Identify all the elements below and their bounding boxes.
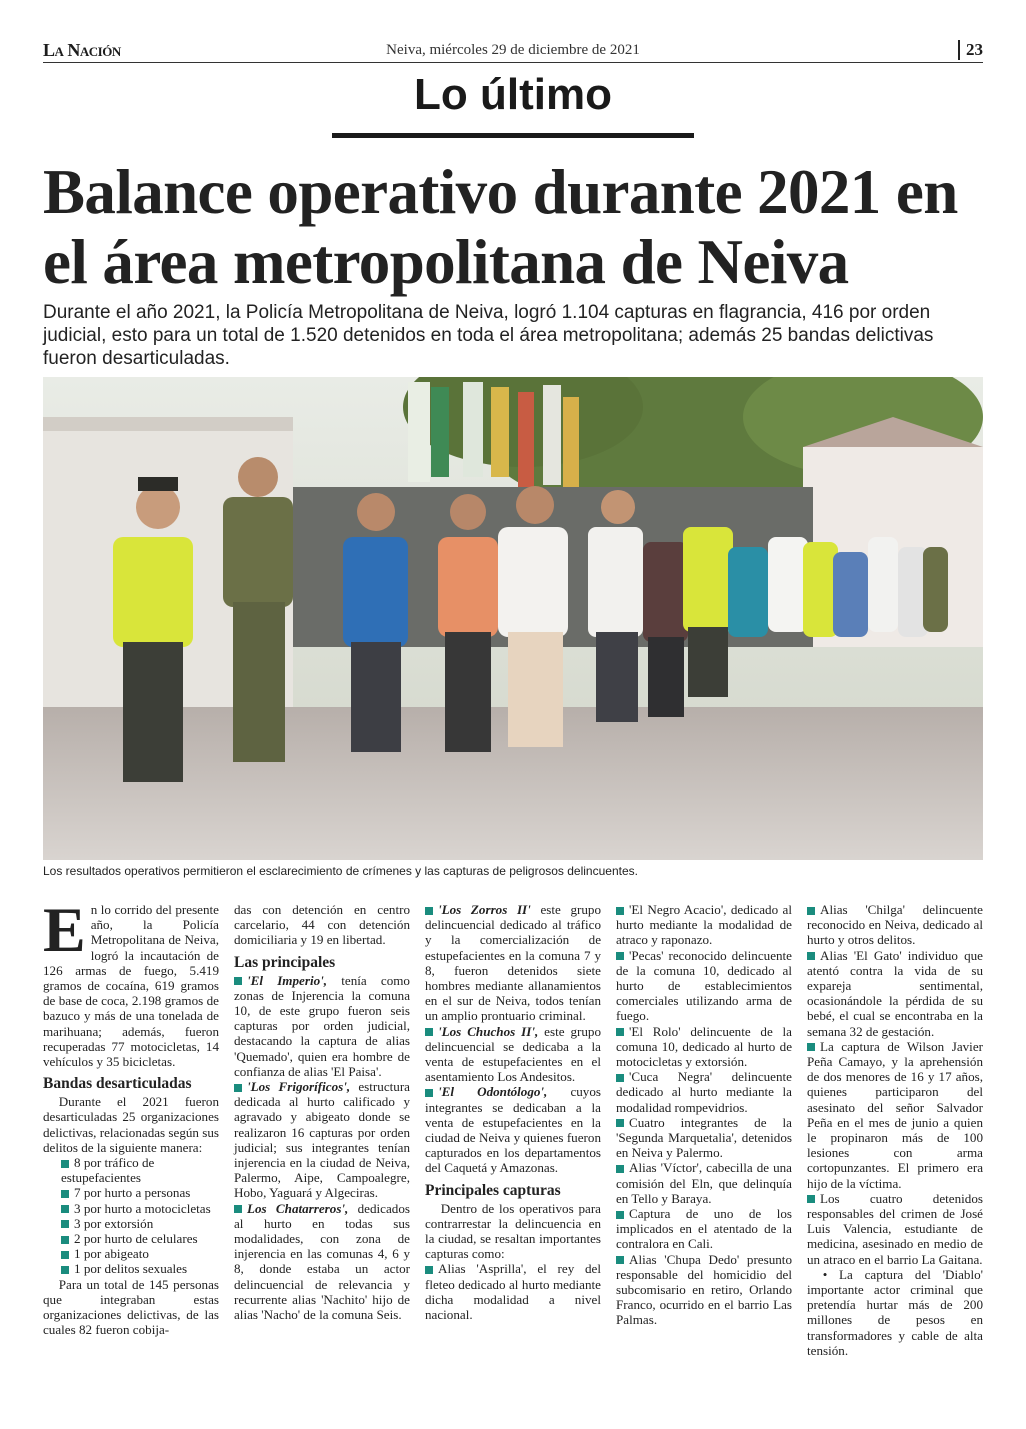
- gang-item: 'El Odontólogo', cuyos integrantes se dedicaban a la venta de estupefacientes en la ciudad de Neiva y quienes fueron capturados en los departamentos del Caquetá y Amazonas.: [425, 1084, 601, 1176]
- square-bullet-icon: [61, 1220, 69, 1228]
- paragraph: das con detención en centro carcelario, 44 con detención domiciliaria y 19 en libertad.: [234, 902, 410, 948]
- drop-cap: E: [43, 894, 86, 965]
- gang-item: 'Los Zorros II' este grupo delincuencial dedicado al tráfico y la comercialización de estupefacientes en la comuna 7 y 8, fueron detenidos siete hombres mediante allanamientos en el sur de Neiva, todos tenían un amplio prontuario criminal.: [425, 902, 601, 1024]
- capture-item: Alias 'El Gato' individuo que atentó contra la vida de su expareja sentimental, ocasionándole la pérdida de su bebé, el cual se encontraba en la semana 32 de gestación.: [807, 947, 983, 1039]
- paragraph: Dentro de los operativos para contrarrestar la delincuencia en la ciudad, se resaltan importantes capturas como:: [425, 1200, 601, 1262]
- list-item: 8 por tráfico de estupefacientes: [61, 1155, 155, 1186]
- square-bullet-icon: [234, 977, 242, 985]
- square-bullet-icon: [616, 1119, 624, 1127]
- section-rule: [332, 133, 694, 138]
- capture-item: Captura de uno de los implicados en el atentado de la contralora en Cali.: [616, 1206, 792, 1252]
- square-bullet-icon: [807, 1043, 815, 1051]
- list-item: 1 por delitos sexuales: [43, 1261, 219, 1276]
- square-bullet-icon: [807, 907, 815, 915]
- news-photo: [43, 377, 983, 860]
- square-bullet-icon: [61, 1266, 69, 1274]
- capture-item: 'Pecas' reconocido delincuente de la comuna 10, dedicado al hurto de establecimientos comerciales utilizando arma de fuego.: [616, 947, 792, 1024]
- square-bullet-icon: [425, 1089, 433, 1097]
- article-column-5: [807, 902, 983, 1358]
- square-bullet-icon: [807, 1195, 815, 1203]
- capture-item: • La captura del 'Diablo' importante actor criminal que pretendía hurtar más de 200 millones de pesos en transformadores y cable de alta tensión.: [807, 1266, 983, 1358]
- square-bullet-icon: [61, 1190, 69, 1198]
- square-bullet-icon: [425, 1266, 433, 1274]
- capture-item: La captura de Wilson Javier Peña Camayo, y la aprehensión de dos menores de 16 y 17 años, quienes participaron del asesinato del señor Salvador Peña en el mes de junio a quien le propinaron más de 100 lesiones con arma cortopunzantes. El primero era hijo de la víctima.: [807, 1038, 983, 1191]
- square-bullet-icon: [234, 1084, 242, 1092]
- square-bullet-icon: [807, 952, 815, 960]
- paragraph: Para un total de 145 personas que integraban estas organizaciones delictivas, de las cuales 82 fueron cobija-: [43, 1276, 219, 1338]
- gang-item: Los Chatarreros', dedicados al hurto en todas sus modalidades, con zona de injerencia en las comunas 4, 6 y 8, donde estaba un actor delincuencial de relevancia y recurrente alias 'Nachito' hijo de alias 'Nacho' de la comuna Seis.: [234, 1200, 410, 1323]
- square-bullet-icon: [61, 1160, 69, 1168]
- article-column-3: [425, 902, 601, 1322]
- subheading-principales: Las principales: [234, 953, 336, 971]
- list-item: 2 por hurto de celulares: [43, 1231, 219, 1246]
- capture-item: Los cuatro detenidos responsables del crimen de José Luis Valencia, estudiante de medicina, asesinado en medio de un atraco en el barrio La Gaitana.: [807, 1190, 983, 1267]
- photo-caption: Los resultados operativos permitieron el esclarecimiento de crímenes y las capturas de peligrosos delincuentes.: [43, 864, 638, 878]
- paragraph: Durante el 2021 fueron desarticuladas 25 organizaciones delictivas, relacionadas según sus delitos de la siguiente manera:: [43, 1094, 219, 1155]
- square-bullet-icon: [616, 1211, 624, 1219]
- square-bullet-icon: [616, 1256, 624, 1264]
- square-bullet-icon: [616, 1165, 624, 1173]
- page-number: 23: [958, 40, 983, 60]
- list-item: 7 por hurto a personas: [43, 1185, 219, 1200]
- headline: Balance operativo durante 2021 en el área metropolitana de Neiva: [43, 157, 958, 297]
- square-bullet-icon: [616, 952, 624, 960]
- square-bullet-icon: [616, 1028, 624, 1036]
- gang-item: 'El Imperio', tenía como zonas de Injerencia la comuna 10, de este grupo fueron seis capturas por orden judicial, destacando la captura de alias 'Quemado', quien era hombre de confianza de alias 'El Paisa'.: [234, 972, 410, 1079]
- square-bullet-icon: [425, 907, 433, 915]
- article-column-1: [43, 894, 219, 1338]
- list-item: 3 por extorsión: [43, 1216, 219, 1231]
- capture-item: Alias 'Chupa Dedo' presunto responsable del homicidio del subcomisario en retiro, Orlando Franco, ocurrido en el barrio Las Palmas.: [616, 1251, 792, 1328]
- intro-paragraph: [43, 894, 219, 1070]
- subheading-bandas: Bandas desarticuladas: [43, 1075, 192, 1093]
- capture-item: Alias 'Chilga' delincuente reconocido en Neiva, dedicado al hurto y otros delitos.: [807, 902, 983, 948]
- section-title: Lo último: [414, 70, 612, 119]
- subheading-capturas: Principales capturas: [425, 1181, 561, 1199]
- newspaper-logo: La Nación: [43, 40, 121, 60]
- list-item: 1 por abigeato: [43, 1246, 219, 1261]
- square-bullet-icon: [234, 1205, 242, 1213]
- intro-text: n lo corrido del presente año, la Policía Metropolitana de Neiva, logró la incautación de 126 armas de fuego, 5.419 gramos de cocaína, 619 gramos de base de coca, 2.198 gramos de bazuco y más de una tonelada de marihuana; además, fueron recuperadas 77 motocicletas, 14 vehículos y 35 bicicletas.: [43, 902, 219, 1070]
- square-bullet-icon: [616, 1074, 624, 1082]
- square-bullet-icon: [61, 1251, 69, 1259]
- lead-paragraph: Durante el año 2021, la Policía Metropolitana de Neiva, logró 1.104 capturas en flagrancia, 416 por orden judicial, esto para un total de 1.520 detenidos en toda el área metropolitana; además 25 bandas delictivas fueron desarticuladas.: [43, 302, 934, 369]
- capture-item: 'El Rolo' delincuente de la comuna 10, dedicado al hurto de motocicletas y extorsión.: [616, 1023, 792, 1070]
- capture-item: Alias 'Asprilla', el rey del fleteo dedicado al hurto mediante dicha modalidad a nivel nacional.: [425, 1261, 601, 1323]
- dateline: Neiva, miércoles 29 de diciembre de 2021: [386, 42, 640, 58]
- capture-item: Alias 'Víctor', cabecilla de una comisión del Eln, que delinquía en Tello y Baraya.: [616, 1160, 792, 1206]
- list-item: 3 por hurto a motocicletas: [43, 1201, 219, 1216]
- article-column-4: [616, 902, 792, 1328]
- capture-item: 'Cuca Negra' delincuente dedicado al hurto mediante la modalidad rompevidrios.: [616, 1069, 792, 1115]
- square-bullet-icon: [61, 1236, 69, 1244]
- square-bullet-icon: [61, 1205, 69, 1213]
- gang-item: 'Los Frigoríficos', estructura dedicada al hurto calificado y agravado y abigeato donde se realizaron 16 capturas por orden judicial; sus integrantes tenían injerencia en la ciudad de Neiva, Palermo, Aipe, Campoalegre, Hobo, Yaguará y Algeciras.: [234, 1079, 410, 1201]
- capture-item: Cuatro integrantes de la 'Segunda Marquetalia', detenidos en Neiva y Palermo.: [616, 1114, 792, 1161]
- square-bullet-icon: [616, 907, 624, 915]
- capture-item: 'El Negro Acacio', dedicado al hurto mediante la modalidad de atraco y raponazo.: [616, 902, 792, 948]
- masthead: [43, 40, 983, 63]
- article-column-2: [234, 902, 410, 1322]
- square-bullet-icon: [425, 1028, 433, 1036]
- gang-item: 'Los Chuchos II', este grupo delincuencial se dedicaba a la venta de estupefacientes en el asentamiento Los Andesitos.: [425, 1023, 602, 1085]
